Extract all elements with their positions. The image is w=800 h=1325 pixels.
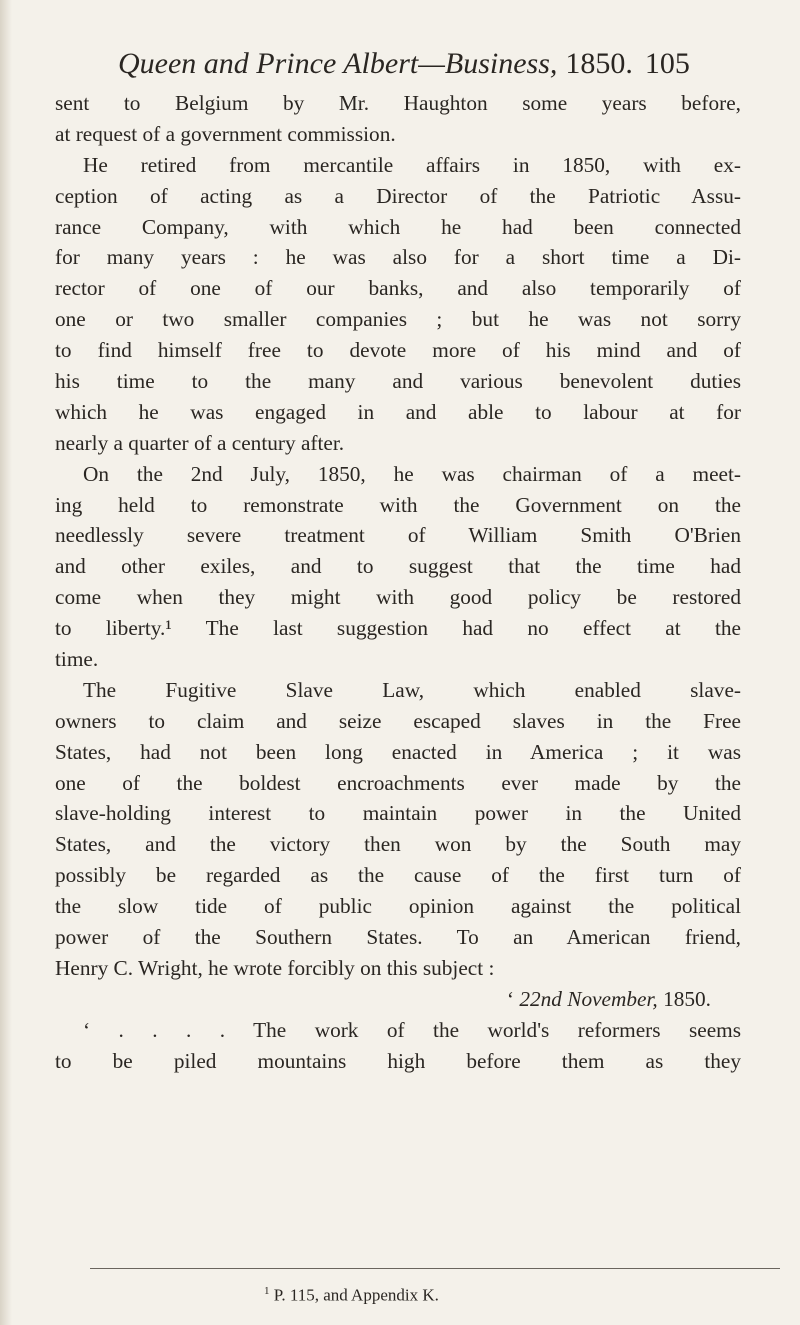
text-line: owners to claim and seize escaped slaves in the Free xyxy=(55,708,741,733)
text-line: States, had not been long enacted in America ; it was xyxy=(55,739,741,764)
text-line: to find himself free to devote more of his mind and of xyxy=(55,338,741,363)
letter-date-line xyxy=(55,984,741,1015)
text-line: nearly a quarter of a century after. xyxy=(55,430,345,455)
text-line: slave-holding interest to maintain power in the United xyxy=(55,801,741,826)
text-line: time. xyxy=(55,647,99,672)
text-line: States, and the victory then won by the South may xyxy=(55,832,741,857)
text-line: his time to the many and various benevolent duties xyxy=(55,369,741,394)
text-line: On the 2nd July, 1850, he was chairman of a meet- xyxy=(83,461,741,486)
text-line: The Fugitive Slave Law, which enabled slave- xyxy=(83,677,741,702)
letter-date: 22nd November, xyxy=(519,986,658,1011)
text-line: ception of acting as a Director of the Patriotic Assu- xyxy=(55,183,741,208)
text-line: one or two smaller companies ; but he was not sorry xyxy=(55,307,741,332)
text-line: He retired from mercantile affairs in 1850, with ex- xyxy=(83,152,741,177)
text-line: for many years : he was also for a short time a Di- xyxy=(55,245,741,270)
text-line: one of the boldest encroachments ever made by the xyxy=(55,770,741,795)
text-line: at request of a government commission. xyxy=(55,121,396,146)
letter-text-line: ‘ . . . . The work of the world's reformers seems xyxy=(83,1017,741,1042)
footnote xyxy=(264,1278,439,1304)
text-line: rector of one of our banks, and also temporarily of xyxy=(55,276,741,301)
running-head-year: 1850. xyxy=(565,47,633,80)
footnote-rule xyxy=(90,1268,780,1269)
text-line: possibly be regarded as the cause of the first turn of xyxy=(55,863,741,888)
paragraph xyxy=(55,88,741,150)
footnote-text: P. 115, and Appendix K. xyxy=(273,1285,439,1305)
letter-open-quote: ‘ xyxy=(506,986,514,1011)
text-line: needlessly severe treatment of William Smith O'Brien xyxy=(55,523,741,548)
paragraph xyxy=(55,459,741,675)
text-line: ing held to remonstrate with the Government on the xyxy=(55,492,741,517)
text-line: sent to Belgium by Mr. Haughton some years before, xyxy=(55,91,741,115)
text-line: come when they might with good policy be restored xyxy=(55,585,741,610)
text-line: Henry C. Wright, he wrote forcibly on this subject : xyxy=(55,955,495,980)
text-line: and other exiles, and to suggest that the time had xyxy=(55,554,741,579)
page-number: 105 xyxy=(644,47,690,80)
paragraph xyxy=(55,675,741,984)
body-text xyxy=(55,88,741,1077)
letter-year: 1850. xyxy=(663,986,711,1011)
running-head-title: Queen and Prince Albert—Business, xyxy=(118,47,558,80)
text-line: rance Company, with which he had been connected xyxy=(55,214,741,239)
page-gutter-shadow xyxy=(0,0,12,1325)
running-head xyxy=(118,42,728,86)
footnote-mark: 1 xyxy=(264,1285,270,1297)
text-line: power of the Southern States. To an American friend, xyxy=(55,925,741,950)
letter-text-line: to be piled mountains high before them as they xyxy=(55,1048,741,1073)
paragraph xyxy=(55,150,741,459)
text-line: to liberty.¹ The last suggestion had no effect at the xyxy=(55,616,741,641)
text-line: the slow tide of public opinion against the political xyxy=(55,894,741,919)
text-line: which he was engaged in and able to labour at for xyxy=(55,399,741,424)
